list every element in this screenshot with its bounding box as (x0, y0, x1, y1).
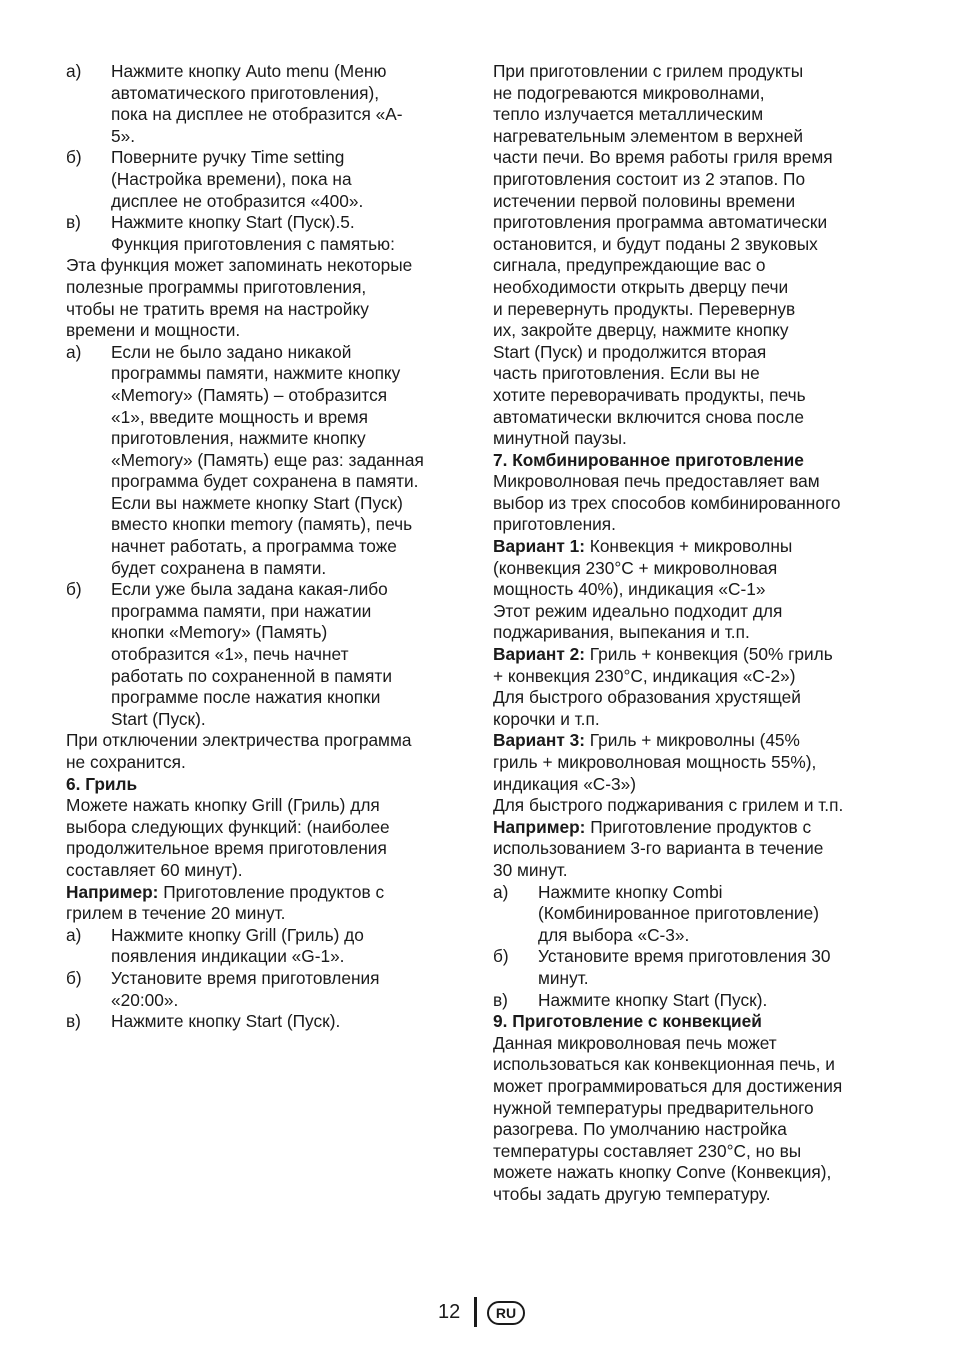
grill-description: При приготовлении с грилем продукты не подогреваются микроволнами, тепло излучается металлическим нагревательным элементом в верхней части печи. Во время работы гриля время приготовления состоит из 2 этапов. По истечении первой половины времени приготовления программа автоматически остановится, и будут поданы 2 звуковых сигнала, предупреждающие вас о необходимости открыть дверцу печи и перевернуть продукты. Перевернув их, закройте дверцу, нажмите кнопку Start (Пуск) и продолжится вторая часть приготовления. Если вы не хотите переворачивать продукты, печь автоматически включится снова после минутной паузы. (493, 61, 833, 449)
combi-step-b (493, 946, 893, 989)
right-column (493, 61, 893, 1205)
combi-step-v (493, 990, 893, 1012)
variant-2-text: Гриль + конвекция (50% гриль + конвекция 230°С, индикация «С-2») Для быстрого образования хрустящей корочки и т.п. (493, 644, 833, 729)
language-badge: RU (487, 1301, 525, 1325)
list-marker: б) (66, 147, 82, 168)
list-marker: а) (66, 924, 82, 945)
power-off-note: При отключении электричества программа не сохранится. (66, 730, 412, 772)
grill-example (66, 882, 466, 925)
list-marker: б) (66, 967, 82, 988)
list-item-text: Установите время приготовления 30 минут. (538, 946, 831, 988)
grill-intro: Можете нажать кнопку Grill (Гриль) для выбора следующих функций: (наиболее продолжительное время приготовления составляет 60 минут). (66, 795, 390, 880)
grill-step-b (66, 968, 466, 1011)
variant-1 (493, 536, 893, 644)
combi-heading: 7. Комбинированное приготовление (493, 449, 804, 470)
variant-2-label: Вариант 2: (493, 644, 585, 665)
list-marker: б) (493, 946, 509, 967)
grill-step-v (66, 1011, 466, 1033)
page-footer (0, 1297, 954, 1331)
list-item-text: Установите время приготовления «20:00». (111, 967, 380, 1010)
list-item-text: Нажмите кнопку Combi (Комбинированное приготовление) для выбора «С-3». (538, 881, 819, 945)
list-marker: в) (66, 212, 81, 233)
list-marker: в) (66, 1011, 81, 1032)
variant-3 (493, 730, 893, 816)
convection-heading: 9. Приготовление с конвекцией (493, 1011, 762, 1032)
grill-step-a (66, 925, 466, 968)
list-item-text: Нажмите кнопку Start (Пуск). (111, 1011, 341, 1032)
example-text: Приготовление продуктов с использованием 3-го варианта в течение 30 минут. (493, 816, 824, 880)
grill-heading: 6. Гриль (66, 773, 138, 794)
example-label: Например: (493, 816, 586, 837)
list-item-text: Нажмите кнопку Auto menu (Меню автоматического приготовления), пока на дисплее не отобразится «А- 5». (111, 61, 403, 146)
list-item-text: Нажмите кнопку Start (Пуск). (538, 989, 768, 1010)
convection-text: Данная микроволновая печь может использоваться как конвекционная печь, и может программироваться для достижения нужной температуры предварительного разогрева. По умолчанию настройка температуры составляет 230°С, но вы можете нажать кнопку Conve (Конвекция), чтобы задать другую температуру. (493, 1032, 843, 1204)
combi-example (493, 817, 893, 882)
variant-2 (493, 644, 893, 730)
example-text: Приготовление продуктов с грилем в течение 20 минут. (66, 881, 385, 924)
variant-3-text: Гриль + микроволны (45% гриль + микроволновая мощность 55%), индикация «С-3») Для быстрого поджаривания с грилем и т.п. (493, 730, 844, 816)
list-marker: а) (66, 61, 82, 81)
list-marker: б) (66, 579, 82, 600)
auto-menu-step-v (66, 212, 466, 255)
auto-menu-step-a (66, 61, 466, 147)
memory-intro: Эта функция может запоминать некоторые полезные программы приготовления, чтобы не тратить время на настройку времени и мощности. (66, 255, 413, 341)
memory-step-b (66, 579, 466, 730)
combi-step-a (493, 882, 893, 947)
example-label: Например: (66, 881, 159, 902)
list-item-text: Если не было задано никакой программы памяти, нажмите кнопку «Memory» (Память) – отобразится «1», введите мощность и время приготовления, нажмите кнопку «Memory» (Память) еще раз: заданная программа будет сохранена в памяти. Если вы нажмете кнопку Start (Пуск) вместо кнопки memory (память), печь начнет работать, а программа тоже будет сохранена в памяти. (111, 341, 424, 578)
variant-3-label: Вариант 3: (493, 730, 585, 751)
list-item-text: Нажмите кнопку Grill (Гриль) до появления индикации «G-1». (111, 924, 364, 967)
list-item-text: Нажмите кнопку Start (Пуск).5. Функция приготовления с памятью: (111, 212, 395, 254)
list-marker: в) (493, 989, 508, 1010)
variant-1-text: Конвекция + микроволны (конвекция 230°С + микроволновая мощность 40%), индикация «С-1» Этот режим идеально подходит для поджаривания, выпекания и т.п. (493, 536, 793, 643)
combi-intro: Микроволновая печь предоставляет вам выбор из трех способов комбинированного приготовления. (493, 471, 841, 535)
variant-1-label: Вариант 1: (493, 536, 585, 557)
list-marker: а) (66, 341, 82, 362)
page-number: 12 (438, 1301, 461, 1323)
list-marker: а) (493, 881, 509, 902)
list-item-text: Если уже была задана какая-либо программа памяти, при нажатии кнопки «Memory» (Память) отобразится «1», печь начнет работать по сохраненной в памяти программе после нажатия кнопки Start (Пуск). (111, 579, 392, 729)
auto-menu-step-b (66, 147, 466, 212)
footer-divider (474, 1297, 477, 1327)
list-item-text: Поверните ручку Time setting (Настройка времени), пока на дисплее не отобразится «400». (111, 147, 364, 211)
memory-step-a (66, 342, 466, 580)
left-column (66, 61, 466, 1033)
